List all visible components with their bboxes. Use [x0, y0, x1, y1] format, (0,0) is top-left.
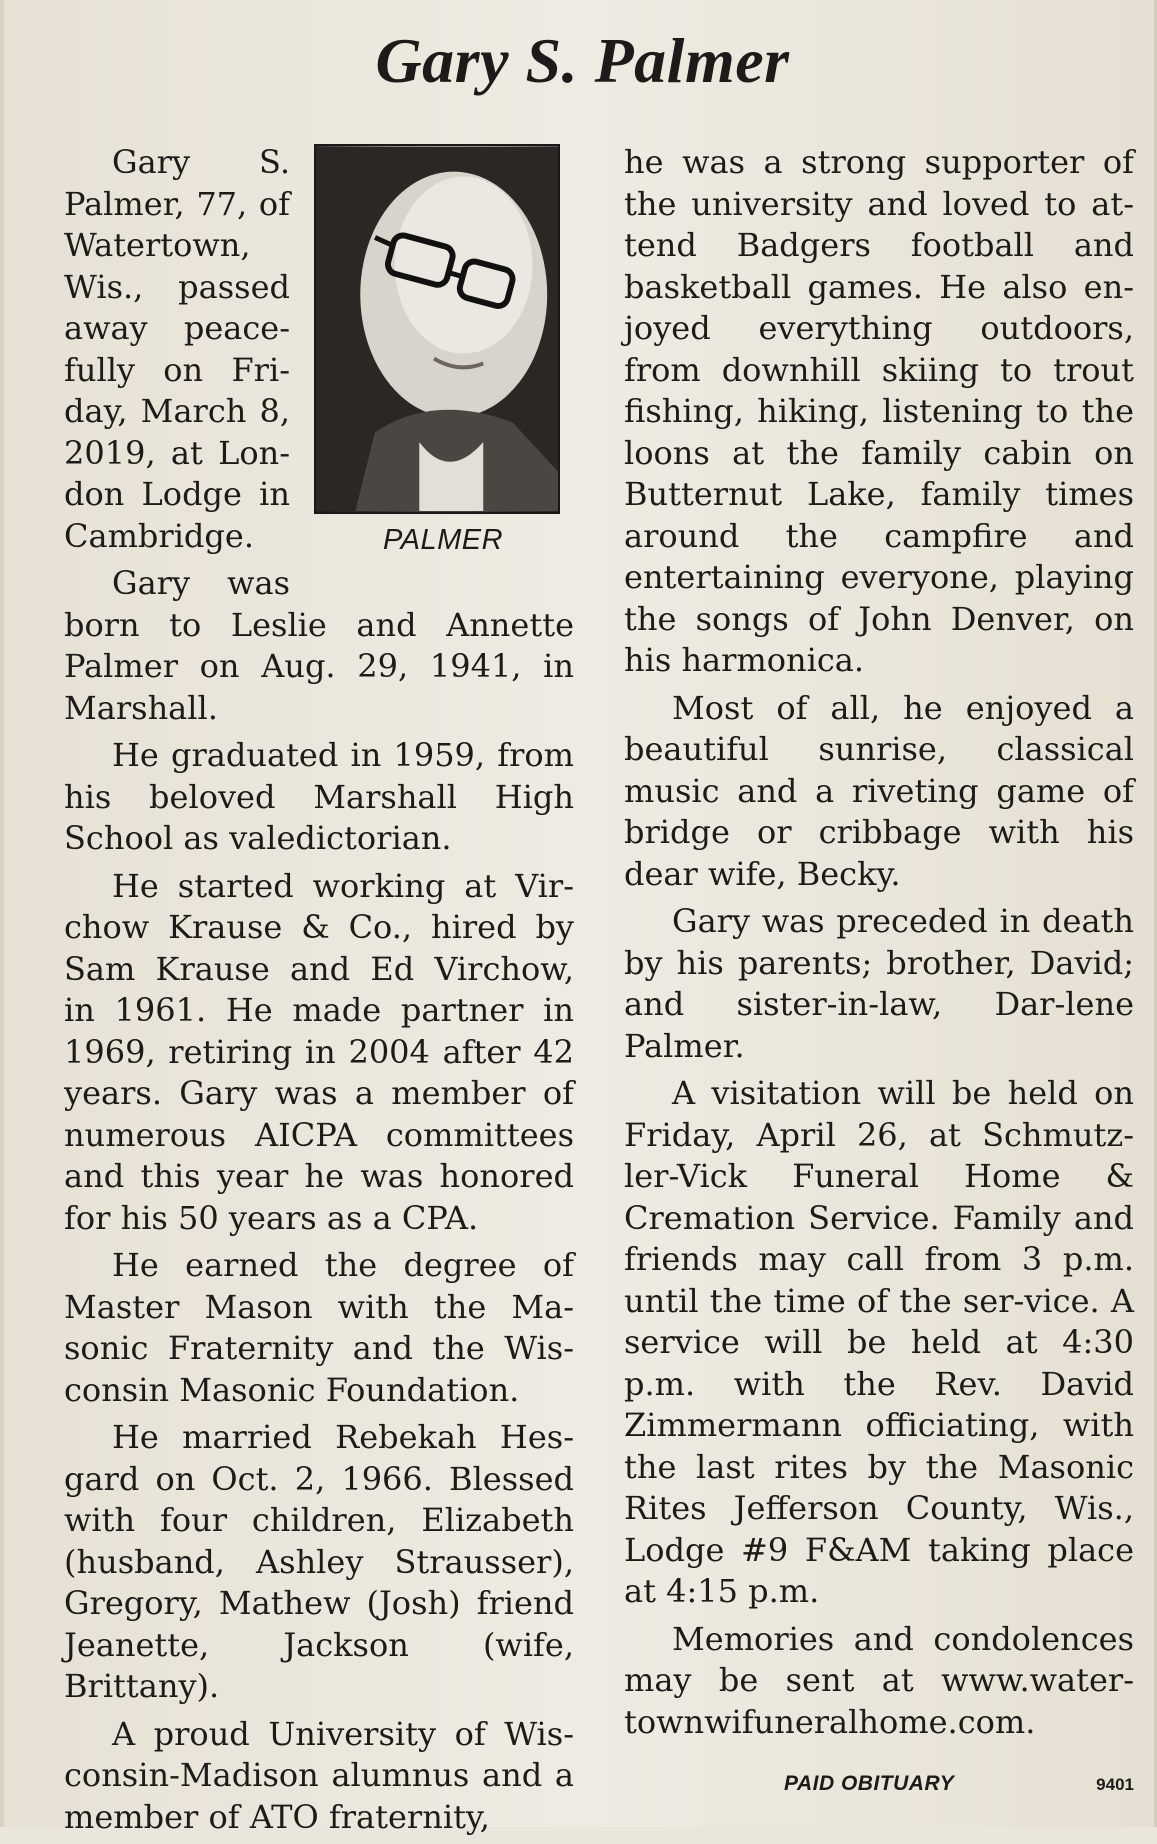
- paragraph: He graduated in 1959, from his beloved Marshall High School as valedictorian.: [64, 736, 574, 857]
- portrait-block: [312, 144, 574, 562]
- paid-obituary-label: PAID OBITUARY: [784, 1772, 955, 1795]
- left-column: [64, 142, 574, 1844]
- right-column: [624, 142, 1134, 1749]
- paragraph: Gary S. Palmer, 77, of Watertown, Wis., passed away peace-fully on Fri-day, March 8, 2019, at Lon-don Lodge in Cambridge.: [64, 143, 290, 555]
- paragraph: He earned the degree of Master Mason with the Ma-sonic Fraternity and the Wis-consin Masonic Foundation.: [64, 1246, 574, 1409]
- photo-caption: PALMER: [382, 524, 504, 556]
- paragraph-continued: he was a strong supporter of the university and loved to at-tend Badgers football and basketball games. He also en-joyed everything outdoors, from downhill skiing to trout fishing, hiking, listening to the loons at the family cabin on Butternut Lake, family times around the campfire and entertaining everyone, playing the songs of John Denver, on his harmonica.: [624, 143, 1134, 679]
- paragraph: Most of all, he enjoyed a beautiful sunrise, classical music and a riveting game of bridge or cribbage with his dear wife, Becky.: [624, 688, 1134, 893]
- paragraph: A visitation will be held on Friday, April 26, at Schmutz-ler-Vick Funeral Home & Cremation Service. Family and friends may call from 3 p.m. until the time of the ser-vice. A service will be held at 4:30 p.m. with the Rev. David Zimmermann officiating, with the last rites by the Masonic Rites Jefferson County, Wis., Lodge #9 F&AM taking place at 4:15 p.m.: [624, 1074, 1134, 1610]
- ad-code: 9401: [1096, 1775, 1134, 1794]
- portrait-illustration: [316, 146, 558, 512]
- paragraph: He married Rebekah Hes-gard on Oct. 2, 1966. Blessed with four children, Elizabeth (husband, Ashley Strausser), Gregory, Mathew (Josh) friend Jeanette, Jackson (wife, Brittany).: [64, 1418, 574, 1705]
- paragraph: He started working at Vir-chow Krause & Co., hired by Sam Krause and Ed Virchow, in 1961. He made partner in 1969, retiring in 2004 after 42 years. Gary was a member of numerous AICPA committees and this year he was honored for his 50 years as a CPA.: [64, 866, 574, 1237]
- portrait-photo: [314, 144, 560, 514]
- paragraph: Gary was born to Leslie and Annette Palmer on Aug. 29, 1941, in Marshall.: [64, 564, 574, 727]
- paragraph: Memories and condolences may be sent at www.water-townwifuneralhome.com.: [624, 1619, 1134, 1741]
- paragraph: Gary was preceded in death by his parents; brother, David; and sister-in-law, Dar-lene Palmer.: [624, 902, 1134, 1065]
- headline: Gary S. Palmer: [375, 25, 790, 96]
- paragraph: A proud University of Wis-consin-Madison alumnus and a member of ATO fraternity,: [64, 1714, 574, 1836]
